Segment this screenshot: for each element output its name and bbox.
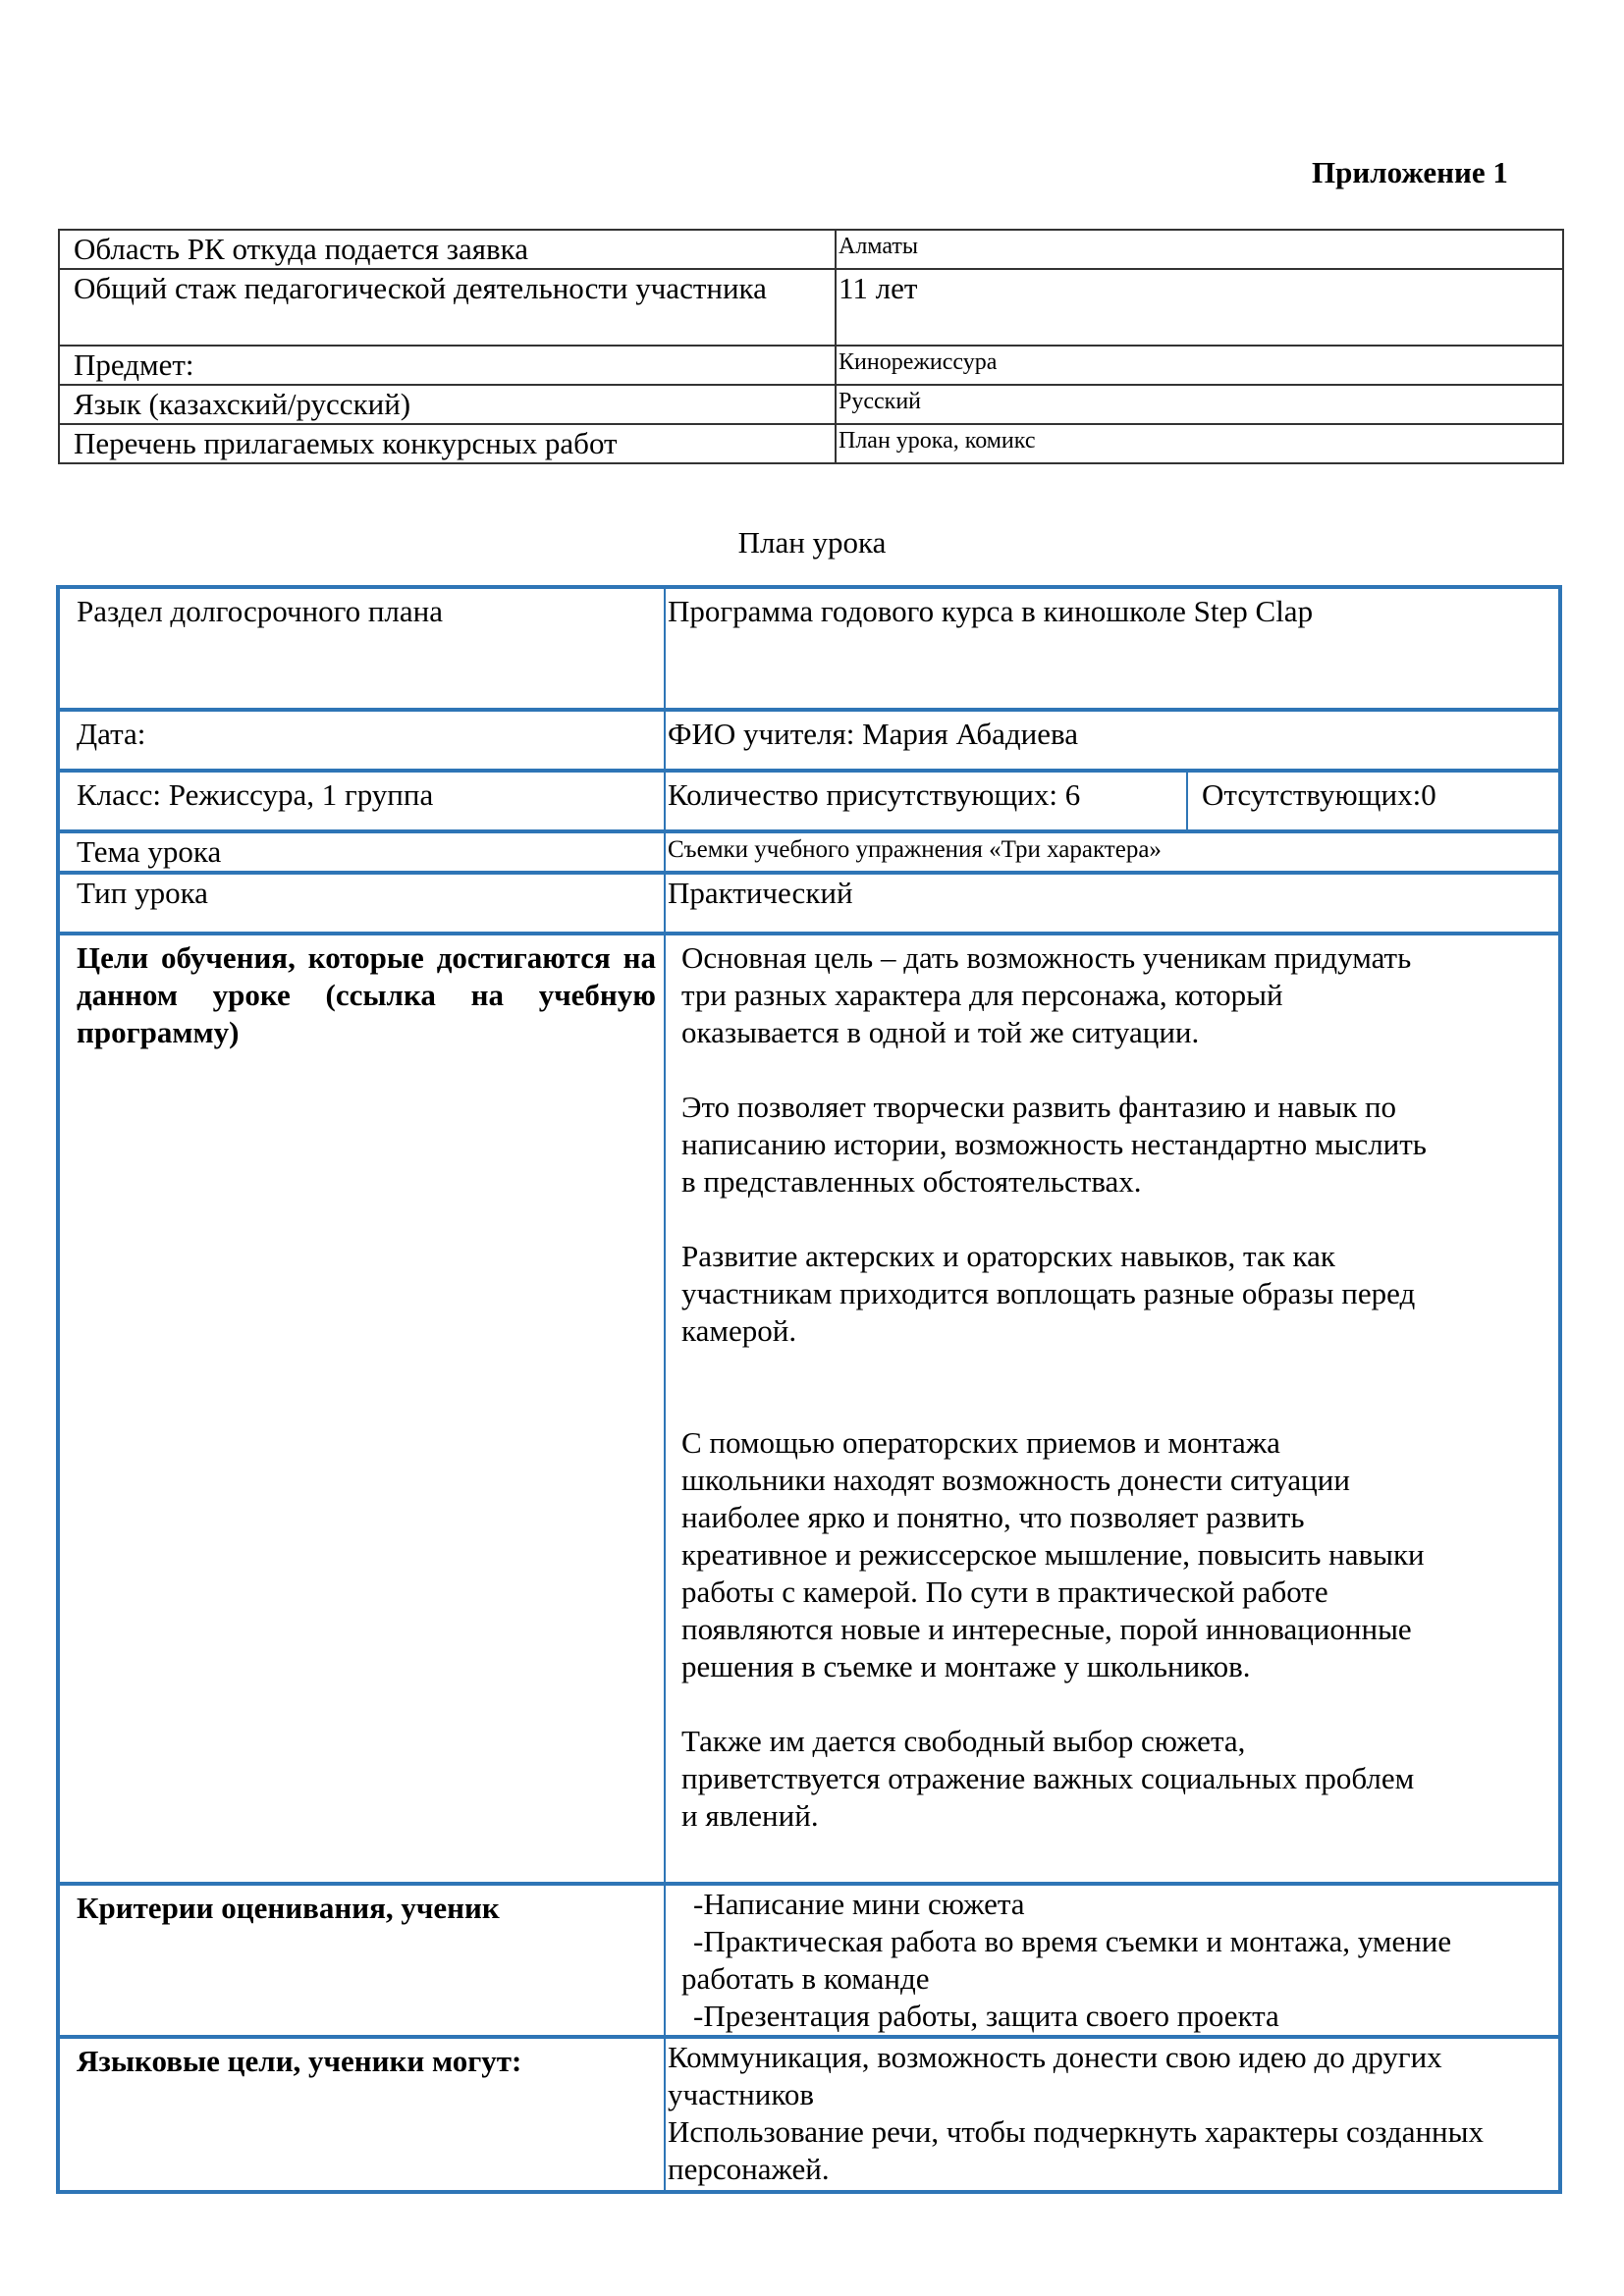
table-row <box>58 587 1560 710</box>
goal-paragraph: Основная цель – дать возможность ученикам придумать три разных характера для персонажа, который оказывается в одной и той же ситуации. <box>681 940 1412 1049</box>
region-label: Область РК откуда подается заявка <box>59 230 836 269</box>
lesson-type-label: Тип урока <box>58 873 665 934</box>
goal-paragraph: Развитие актерских и ораторских навыков, так как участникам приходится воплощать разные образы перед камерой. <box>681 1239 1416 1348</box>
table-row <box>58 771 1560 831</box>
criteria-item <box>681 1923 1550 1998</box>
subject-value: Кинорежиссура <box>836 346 1563 385</box>
table-row <box>58 710 1560 771</box>
language-value: Русский <box>836 385 1563 424</box>
table-row <box>59 269 1563 346</box>
appendix-heading: Приложение 1 <box>1312 155 1508 189</box>
language-goal-item: Коммуникация, возможность донести свою идею до других участников <box>668 2040 1442 2111</box>
plan-title: План урока <box>737 525 887 560</box>
works-value: План урока, комикс <box>836 424 1563 463</box>
goal-paragraph: Это позволяет творчески развить фантазию и навык по написанию истории, возможность нестандартно мыслить в представленных обстоятельствах. <box>681 1090 1427 1199</box>
teacher-name: ФИО учителя: Мария Абадиева <box>665 710 1560 771</box>
table-row <box>59 385 1563 424</box>
language-goals-content <box>665 2037 1560 2192</box>
topic-label: Тема урока <box>58 831 665 873</box>
goal-paragraph: С помощью операторских приемов и монтажа школьники находят возможность донести ситуации наиболее ярко и понятно, что позволяет развить креативное и режиссерское мышление, повысить навыки работы с камерой. По сути в практической работе появляются новые и интересные, порой инновационные решения в съемке и монтаже у школьников. <box>681 1425 1425 1683</box>
criteria-item: -Презентация работы, защита своего проекта <box>693 1999 1279 2033</box>
class-label: Класс: Режиссура, 1 группа <box>58 771 665 831</box>
absent-count: Отсутствующих:0 <box>1187 771 1560 831</box>
language-goal-item: Использование речи, чтобы подчеркнуть характеры созданных персонажей. <box>668 2114 1484 2186</box>
criteria-item-text: -Практическая работа во время съемки и монтажа, умение работать в команде <box>681 1924 1452 1996</box>
experience-label: Общий стаж педагогической деятельности участника <box>59 269 836 346</box>
date-label: Дата: <box>58 710 665 771</box>
criteria-item: -Написание мини сюжета <box>693 1887 1025 1921</box>
table-row <box>59 230 1563 269</box>
lesson-type-value: Практический <box>665 873 1560 934</box>
applicant-info-table <box>58 229 1564 464</box>
table-row <box>59 346 1563 385</box>
goal-paragraph: Также им дается свободный выбор сюжета, приветствуется отражение важных социальных проблем и явлений. <box>681 1724 1415 1833</box>
language-goals-label: Языковые цели, ученики могут: <box>58 2037 665 2192</box>
topic-value: Съемки учебного упражнения «Три характера» <box>665 831 1560 873</box>
table-row <box>58 873 1560 934</box>
goals-label: Цели обучения, которые достигаются на данном уроке (ссылка на учебную программу) <box>58 934 665 1884</box>
experience-value: 11 лет <box>836 269 1563 346</box>
lesson-plan-table <box>56 585 1562 2194</box>
section-value: Программа годового курса в киношколе Step Clap <box>665 587 1560 710</box>
works-label: Перечень прилагаемых конкурсных работ <box>59 424 836 463</box>
goals-content <box>665 934 1560 1884</box>
table-row <box>58 2037 1560 2192</box>
criteria-content <box>665 1884 1560 2037</box>
table-row <box>58 1884 1560 2037</box>
region-value: Алматы <box>836 230 1563 269</box>
criteria-label: Критерии оценивания, ученик <box>58 1884 665 2037</box>
present-count: Количество присутствующих: 6 <box>665 771 1187 831</box>
language-label: Язык (казахский/русский) <box>59 385 836 424</box>
table-row <box>58 934 1560 1884</box>
subject-label: Предмет: <box>59 346 836 385</box>
section-label: Раздел долгосрочного плана <box>58 587 665 710</box>
table-row <box>59 424 1563 463</box>
table-row <box>58 831 1560 873</box>
